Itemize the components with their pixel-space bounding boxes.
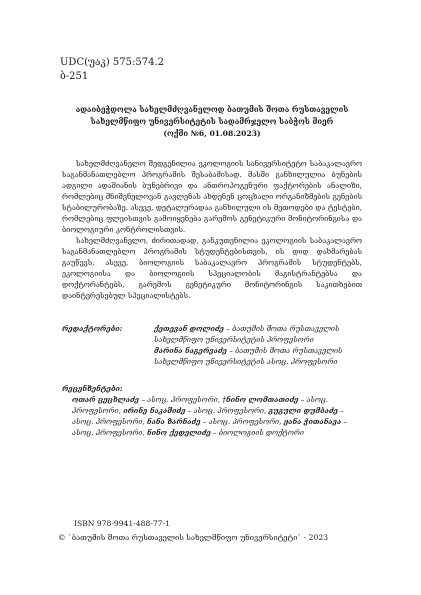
reviewers-line <box>72 427 372 438</box>
reviewer-title: – ასოც. პროფესორი, <box>200 417 284 426</box>
reviewers-line <box>72 416 372 427</box>
reviewers-line <box>72 394 372 405</box>
reviewer-name: ნანა ზარნაძე <box>147 417 201 426</box>
abstract <box>62 158 362 301</box>
author-mark: ბ-251 <box>60 71 89 82</box>
editors-label: რედაქტორები: <box>62 324 123 333</box>
reviewers-label: რეცენზენტები: <box>62 384 123 393</box>
udc-code: UDC(უაკ) 575:574.2 <box>60 57 165 68</box>
approval-line-3: (ოქმი №6, 01.08.2023) <box>163 129 261 138</box>
editors-block <box>62 323 372 367</box>
reviewer-name: გუგული დუმბაძე <box>268 406 338 415</box>
reviewer-name: ოთარ ცეცხლაძე <box>72 395 140 404</box>
reviewer-title: – ბიოლოგიის დოქტორი <box>210 428 304 437</box>
reviewers-line <box>72 405 372 416</box>
editor-entry <box>154 323 372 345</box>
reviewer-title: ასოც. პროფესორი, <box>72 428 148 437</box>
approval-line-2: სახელმწიფო უნივერსიტეტის სადამრჯელო საბჭოს მიერ <box>90 117 334 126</box>
editors-row <box>62 323 372 367</box>
reviewer-title: – <box>341 417 348 426</box>
reviewer-title: ასოც. პროფესორი, <box>72 417 148 426</box>
reviewer-name: ირინე ნაკაშიძე <box>123 406 186 415</box>
editors-list <box>154 323 372 367</box>
editor-name: ქეთევან დოლიძე <box>154 324 224 333</box>
reviewer-title: – ასოც. <box>298 395 329 404</box>
reviewer-name: ჟანა ჭითანავა <box>283 417 342 426</box>
editor-entry <box>154 345 372 367</box>
abstract-paragraph-2: სახელმძღვანელო, ძირითადად, განკუთვნილია ეკოლოგიის საბაკალავრო საგანმანათლებლო პროგრამის სტუდენტებისთვის, ის დიდ დახმარებას გაუწევს, ასევე, ბიოლოგიის საბაკალავრო პროგრამის სტუდენტებს, ეკოლოგიისა და ბიოლოგიის სპეციალობის მაგისტრანტებსა და დოქტორანტებს, გარემოს გენეტიკური მონიტორინგის საკითხებით დაინტერესებულ სპეციალისტებს. <box>62 236 362 300</box>
reviewer-title: – ასოც. პროფესორი, <box>139 395 223 404</box>
classification-block <box>60 56 164 84</box>
abstract-paragraph-1: სახელმძღვანელო შედგენილია ეკოლოგიის სანივერსიტეტო საბაკალავრო საგანმანათლებლო პროგრამის შესაბამისად. მასში განხილულია ბუნების ადგილი ადამიანის ბუნებრივი და ანთროპოგენური ფაქტორების ანალიზი, რომლებიც მნიშვნელოვან გავლენას ახდენენ ცოცხალი ორგანიზმების გენების სტაბილურობაზე. ასევე, დეტალურადაა განხილული ის მეთოდები და ტესტები, რომლებიც ფლეისთვის გამოიყენება გარემოს გენეტიკური მონიტორინგისა და ბიოლოგიური კონტროლისთვის. <box>62 159 362 234</box>
reviewer-name: ნინო ქედელიძე <box>147 428 211 437</box>
reviewer-name: †ნინო ლომთათიძე <box>222 395 299 404</box>
reviewers-block <box>62 383 372 438</box>
approval-line-1: ადაიბეჭდოლა სახელმძღვანელოდ ბათუმის შოთა რუსთაველის <box>75 105 349 114</box>
reviewers-list <box>62 394 372 438</box>
isbn: ISBN 978-9941-488-77-1 <box>74 519 170 528</box>
editor-affiliation: – ბათუმის შოთა რუსთაველის სახელმწიფო უნივერსიტეტის პროფესორი <box>154 324 340 344</box>
approval-statement <box>62 104 362 140</box>
reviewer-title: პროფესორი, <box>72 406 124 415</box>
reviewer-title: – ასოც. პროფესორი, <box>185 406 269 415</box>
editor-affiliation: – ბათუმის შოთა რუსთაველის სახელმწიფო უნივერსიტეტის ასოც. პროფესორი <box>154 346 343 366</box>
reviewer-title: – <box>337 406 344 415</box>
editor-name: მარინა ნაგერვაძე <box>154 346 227 355</box>
copyright-notice: © `ბათუმის შოთა რუსთაველის სახელმწიფო უნივერსიტეტი` - 2023 <box>58 533 328 542</box>
